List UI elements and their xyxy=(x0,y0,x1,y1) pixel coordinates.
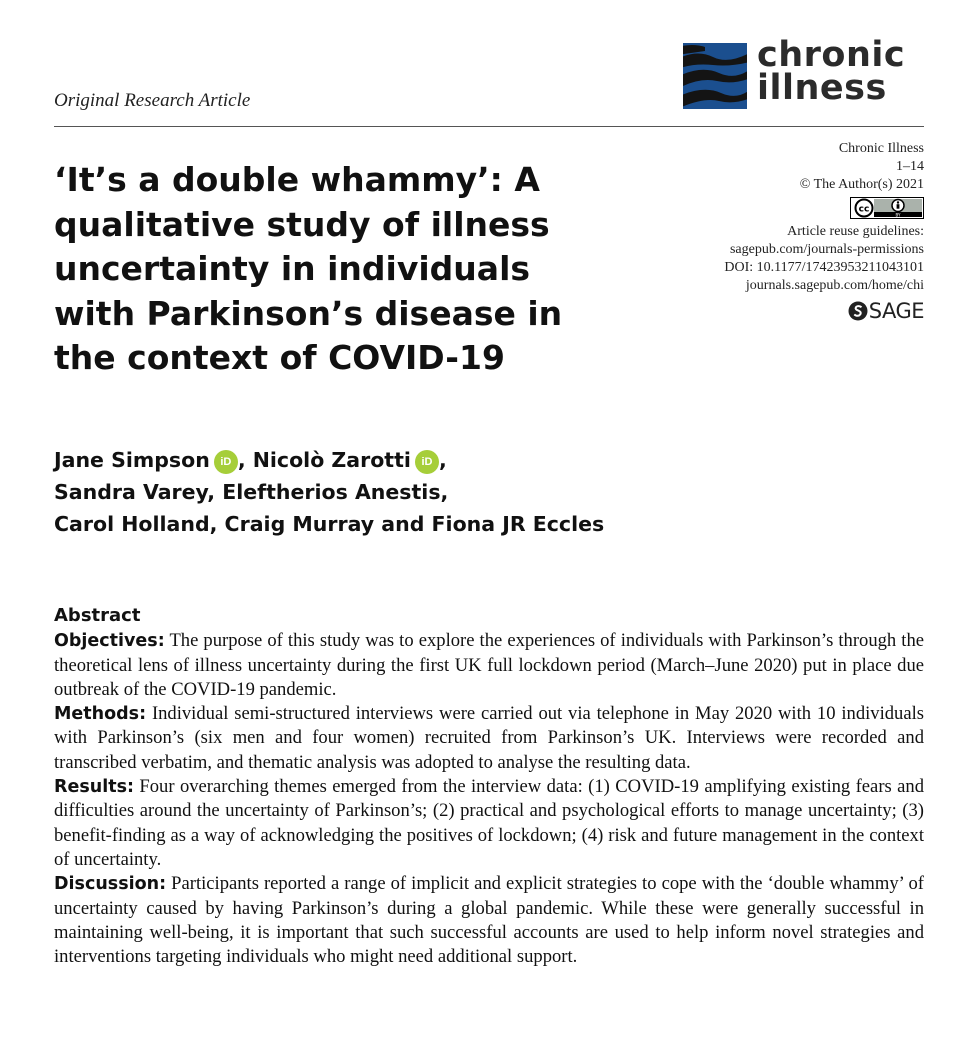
meta-reuse-link[interactable]: sagepub.com/journals-permissions xyxy=(729,241,924,257)
author-separator: , xyxy=(438,448,447,472)
abstract-objectives xyxy=(54,629,924,702)
abstract-section-label: Discussion: xyxy=(54,874,167,895)
header-rule xyxy=(54,126,924,127)
author-line-1 xyxy=(54,444,814,476)
abstract-section-label: Objectives: xyxy=(54,631,165,652)
abstract-section-label: Methods: xyxy=(54,704,147,725)
author-name: Jane Simpson xyxy=(54,448,210,472)
meta-reuse-label: Article reuse guidelines: xyxy=(787,223,924,239)
journal-logo-mark-icon xyxy=(683,43,747,109)
svg-text:BY: BY xyxy=(895,212,901,218)
abstract-section-label: Results: xyxy=(54,777,134,798)
article-meta xyxy=(624,140,924,328)
author-separator: , xyxy=(237,448,246,472)
abstract-discussion xyxy=(54,872,924,969)
author-line-2: Sandra Varey, Eleftherios Anestis, xyxy=(54,480,449,504)
orcid-icon[interactable]: iD xyxy=(214,450,238,474)
abstract xyxy=(54,604,924,969)
author-line-3: Carol Holland, Craig Murray and Fiona JR Eccles xyxy=(54,512,605,536)
abstract-section-text: Participants reported a range of implicit and explicit strategies to cope with the ‘double whammy’ of uncertainty caused by having Parkinson’s during a global pandemic. While these were generally successful in maintaining well-being, it is important that such successful accounts are used to help inform novel strategies and interventions targeting individuals who might need additional support. xyxy=(54,873,924,968)
author-name: Nicolò Zarotti xyxy=(252,448,411,472)
meta-journal: Chronic Illness xyxy=(838,141,924,156)
article-title: ‘It’s a double whammy’: A qualitative study of illness uncertainty in individuals with Parkinson’s disease in the context of COVID-19 xyxy=(54,160,563,377)
abstract-section-text: The purpose of this study was to explore the experiences of individuals with Parkinson’s through the theoretical lens of illness uncertainty during the first UK full lockdown period (March–June 2020) put in place due outbreak of the COVID-19 pandemic. xyxy=(54,630,924,700)
cc-by-icon xyxy=(850,197,924,219)
meta-doi[interactable]: DOI: 10.1177/17423953211043101 xyxy=(724,260,924,276)
author-list xyxy=(54,444,814,540)
orcid-icon[interactable]: iD xyxy=(415,450,439,474)
journal-logo-line2: illness xyxy=(757,68,887,108)
abstract-section-text: Four overarching themes emerged from the interview data: (1) COVID-19 amplifying existing fears and difficulties around the uncertainty of Parkinson’s; (2) practical and psychological efforts to manage uncertainty; (3) benefit-finding as a way of acknowledging the positives of lockdown; (4) risk and future management in the context of uncertainty. xyxy=(54,776,924,870)
abstract-section-text: Individual semi-structured interviews were carried out via telephone in May 2020 with 10 individuals with Parkinson’s (six men and four women) recruited from Parkinson’s UK. Interviews were recorded and transcribed verbatim, and thematic analysis was adopted to analyse the resulting data. xyxy=(54,703,924,773)
sage-s-icon xyxy=(848,301,868,321)
journal-logo xyxy=(683,35,933,109)
journal-logo-line1: chronic xyxy=(757,35,906,75)
abstract-results xyxy=(54,775,924,872)
meta-copyright: © The Author(s) 2021 xyxy=(799,177,924,193)
abstract-methods xyxy=(54,702,924,775)
journal-logo-text xyxy=(757,35,906,108)
publisher-logo xyxy=(848,299,924,324)
meta-pages: 1–14 xyxy=(896,159,924,175)
publisher-name: SAGE xyxy=(868,299,924,324)
abstract-heading: Abstract xyxy=(54,605,141,626)
svg-text:cc: cc xyxy=(858,204,870,215)
meta-journal-url[interactable]: journals.sagepub.com/home/chi xyxy=(745,278,924,294)
article-type: Original Research Article xyxy=(54,90,251,111)
